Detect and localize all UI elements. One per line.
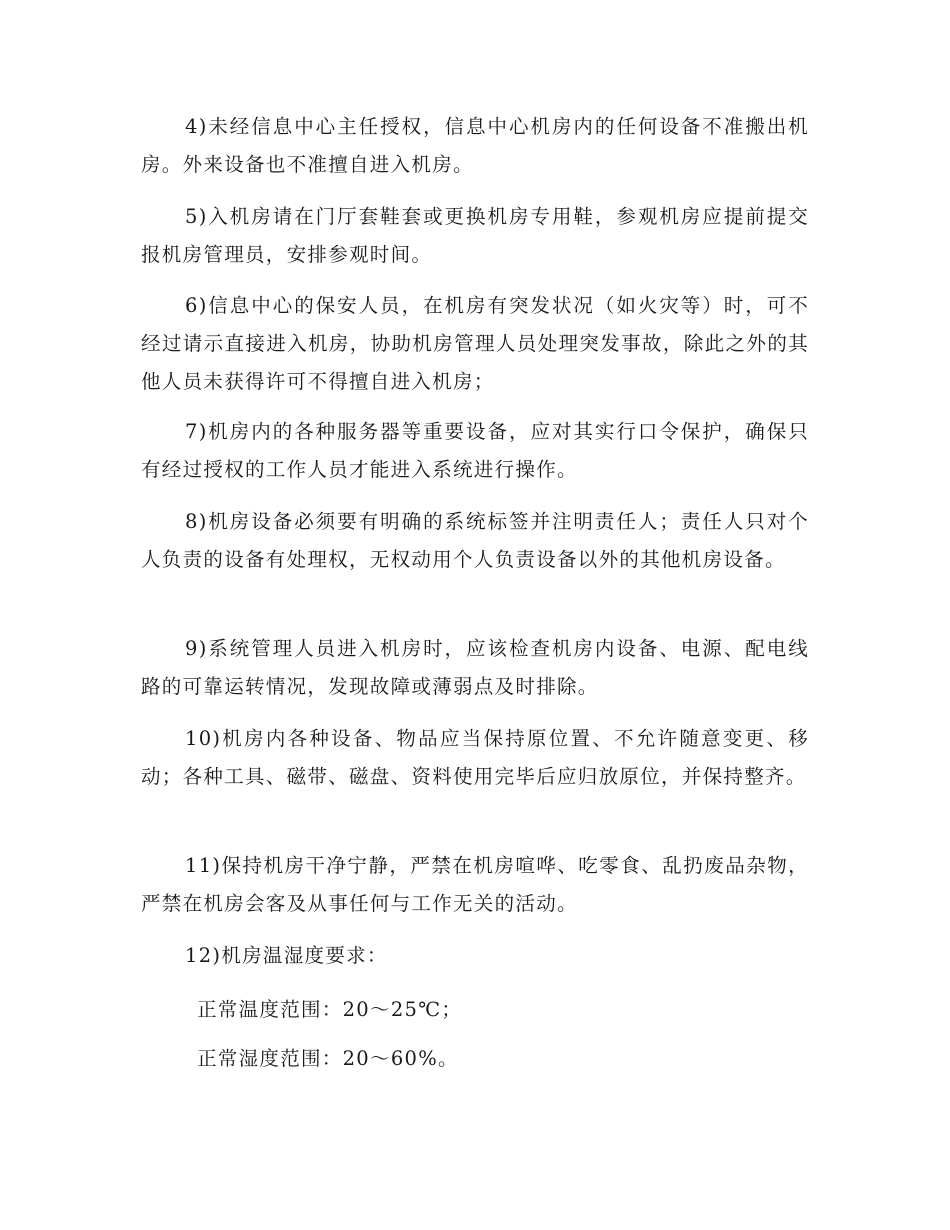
humidity-range: 正常湿度范围：20～60%。 (197, 1047, 459, 1070)
rule-paragraph-4: 4)未经信息中心主任授权，信息中心机房内的任何设备不准搬出机房。外来设备也不准擅自进入机房。 (141, 115, 809, 176)
rule-paragraph-7: 7)机房内的各种服务器等重要设备，应对其实行口令保护，确保只有经过授权的工作人员才能进入系统进行操作。 (141, 420, 809, 481)
rule-paragraph-6: 6)信息中心的保安人员，在机房有突发状况（如火灾等）时，可不经过请示直接进入机房，协助机房管理人员处理突发事故，除此之外的其他人员未获得许可不得擅自进入机房； (141, 294, 809, 393)
rule-paragraph-9: 9)系统管理人员进入机房时，应该检查机房内设备、电源、配电线路的可靠运转情况，发现故障或薄弱点及时排除。 (141, 637, 809, 698)
rule-paragraph-11: 11)保持机房干净宁静，严禁在机房喧哗、吃零食、乱扔废品杂物，严禁在机房会客及从事任何与工作无关的活动。 (141, 854, 809, 915)
rule-paragraph-10: 10)机房内各种设备、物品应当保持原位置、不允许随意变更、移动；各种工具、磁带、磁盘、资料使用完毕后应归放原位，并保持整齐。 (141, 727, 809, 788)
rule-paragraph-5: 5)入机房请在门厅套鞋套或更换机房专用鞋，参观机房应提前提交报机房管理员，安排参观时间。 (141, 205, 809, 266)
rule-paragraph-12: 12)机房温湿度要求： (185, 944, 388, 967)
temperature-range: 正常温度范围：20～25℃； (197, 998, 463, 1021)
rule-paragraph-8: 8)机房设备必须要有明确的系统标签并注明责任人；责任人只对个人负责的设备有处理权，无权动用个人负责设备以外的其他机房设备。 (141, 510, 809, 571)
